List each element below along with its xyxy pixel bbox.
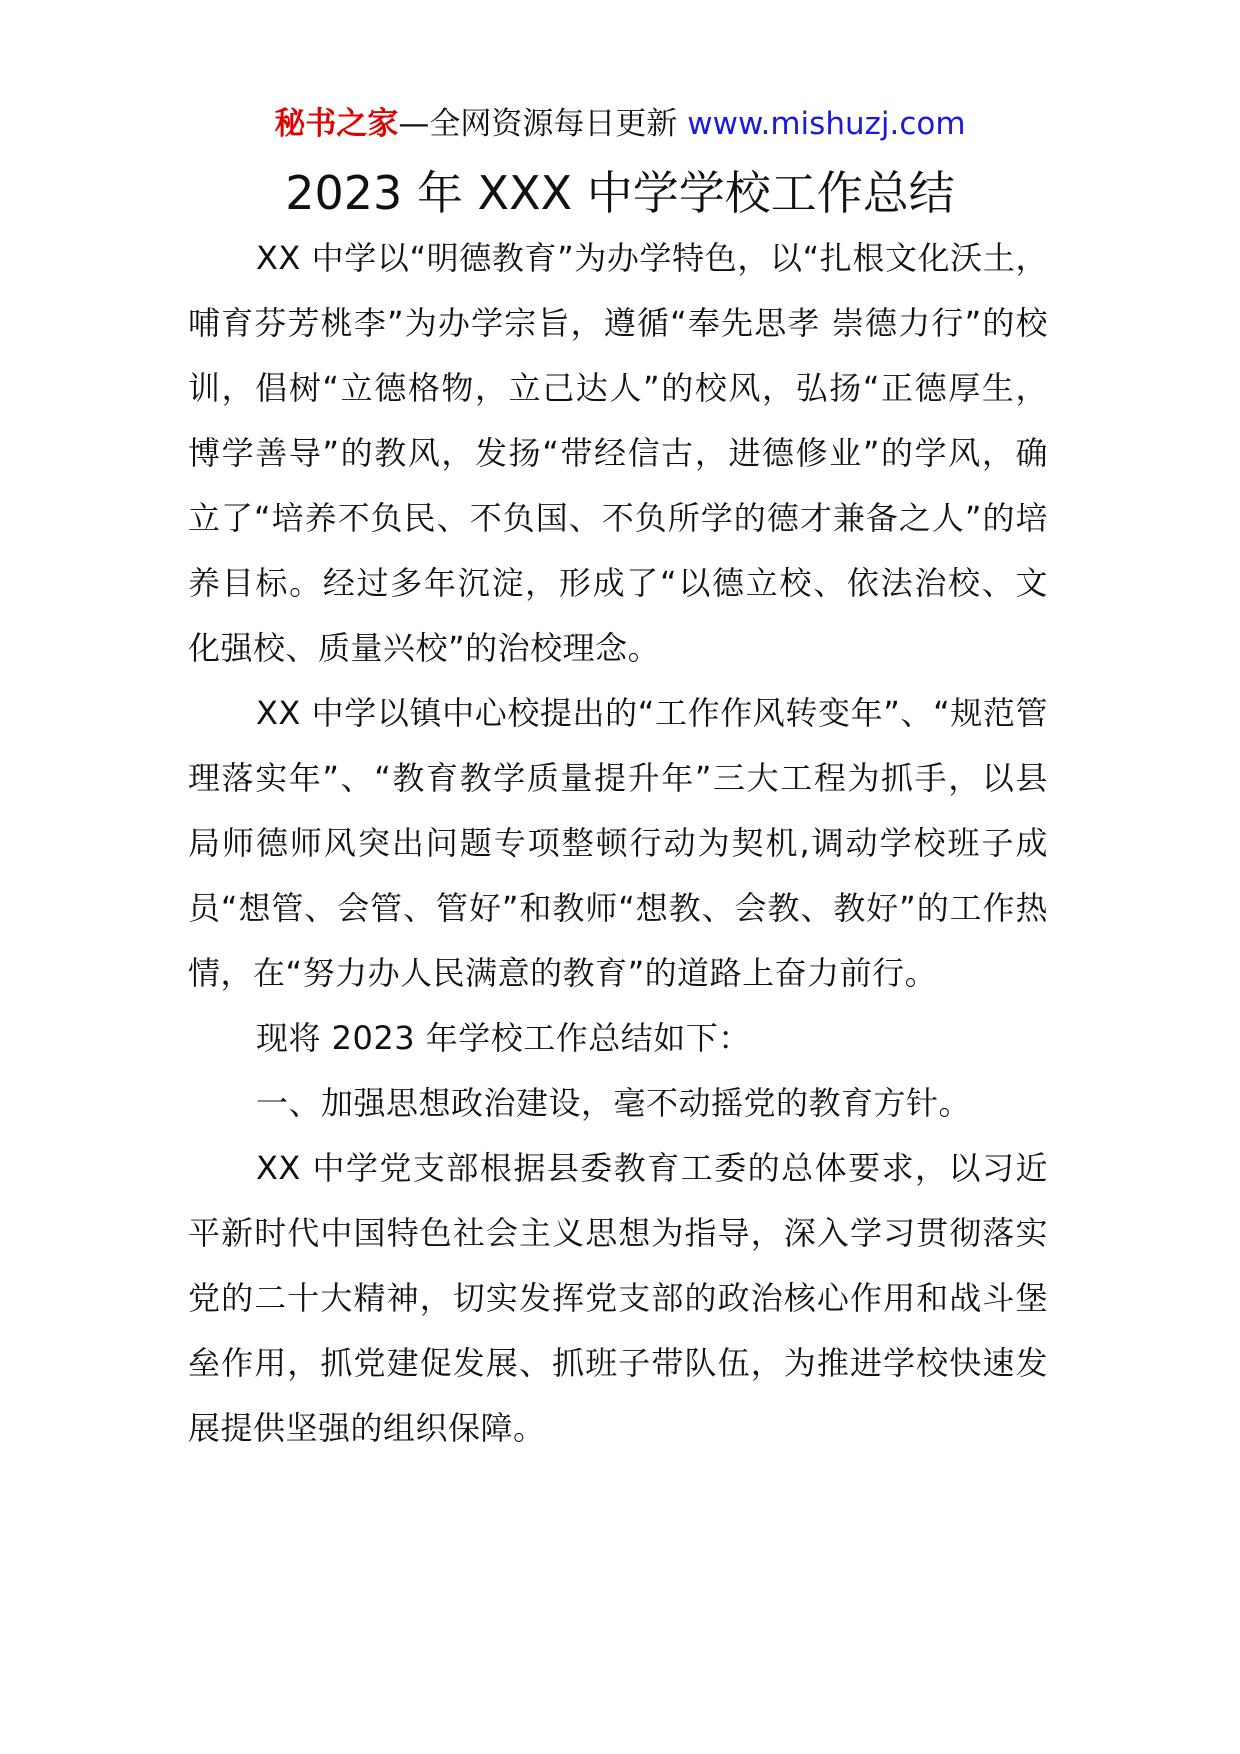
document-title: 2023 年 XXX 中学学校工作总结 <box>285 166 955 220</box>
brand-name: 秘书之家 <box>274 106 399 142</box>
website-link[interactable]: www.mishuzj.com <box>687 106 966 142</box>
mission-paragraph: XX 中学以镇中心校提出的“工作作风转变年”、“规范管理落实年”、“教育教学质量提升年”三大工程为抓手，以县局师德师风突出问题专项整顿行动为契机,调动学校班子成员“想管、会管、管好”和教师“想教、会教、教好”的工作热情，在“努力办人民满意的教育”的道路上奋力前行。 <box>188 694 1048 992</box>
site-header <box>0 104 1240 144</box>
header-slogan: —全网资源每日更新 <box>398 106 688 142</box>
summary-intro-paragraph: 现将 2023 年学校工作总结如下： <box>256 1019 751 1057</box>
section-paragraph: XX 中学党支部根据县委教育工委的总体要求，以习近平新时代中国特色社会主义思想为指导，深入学习贯彻落实党的二十大精神，切实发挥党支部的政治核心作用和战斗堡垒作用，抓党建促发展、抓班子带队伍，为推进学校快速发展提供坚强的组织保障。 <box>188 1149 1048 1447</box>
intro-paragraph: XX 中学以“明德教育”为办学特色，以“扎根文化沃土，哺育芬芳桃李”为办学宗旨，遵循“奉先思孝 崇德力行”的校训，倡树“立德格物，立己达人”的校风，弘扬“正德厚生，博学善导”的教风，发扬“带经信古，进德修业”的学风，确立了“培养不负民、不负国、不负所学的德才兼备之人”的培养目标。经过多年沉淀，形成了“以德立校、依法治校、文化强校、质量兴校”的治校理念。 <box>188 239 1048 667</box>
document-body <box>188 226 1048 1461</box>
section-heading: 一、加强思想政治建设，毫不动摇党的教育方针。 <box>256 1084 972 1122</box>
